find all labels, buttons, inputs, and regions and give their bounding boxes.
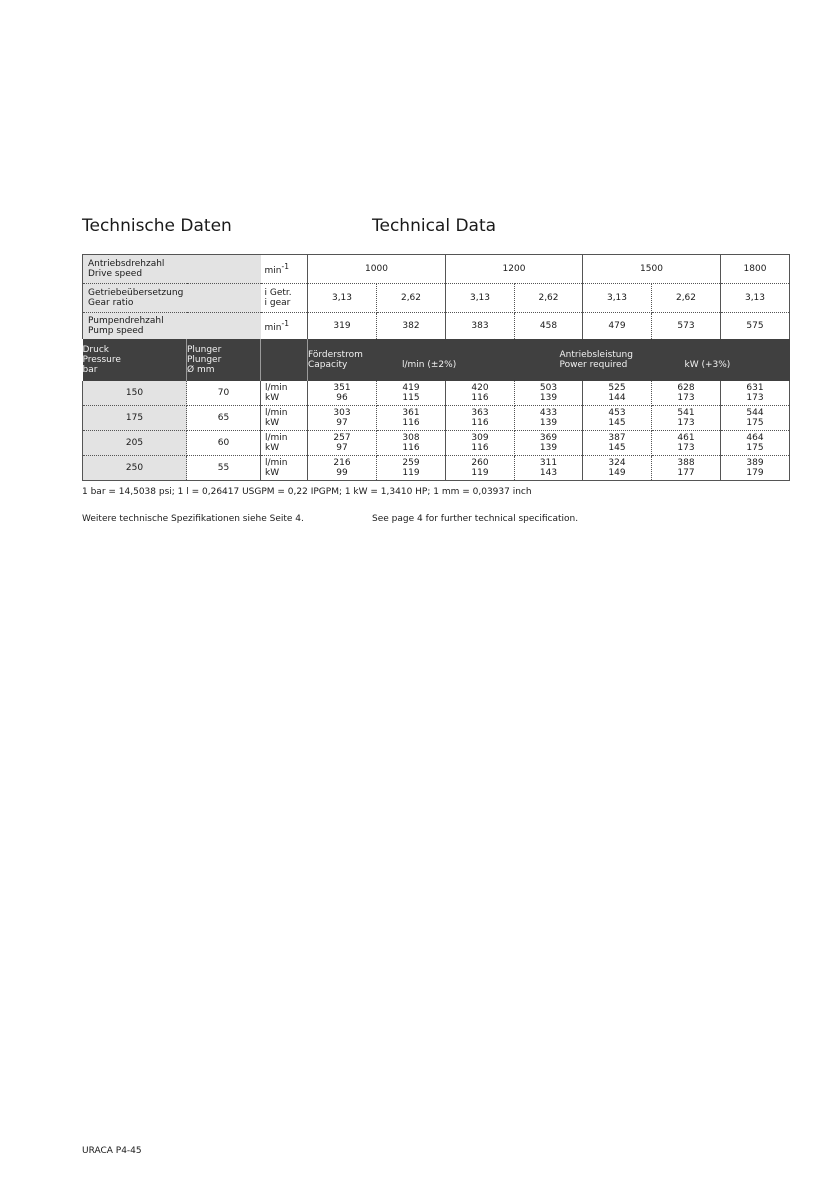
- value-cell: 260 119: [446, 456, 515, 481]
- value-cell: 433 139: [515, 406, 583, 431]
- gear-ratio-label: Getriebeübersetzung Gear ratio: [83, 284, 261, 313]
- value-cell: 389 179: [721, 456, 790, 481]
- gear-ratio-row: [83, 284, 790, 313]
- value-cell: 628 173: [652, 381, 721, 406]
- unit-cell: l/min kW: [261, 406, 308, 431]
- value-cell: 303 97: [308, 406, 377, 431]
- gear-value: 3,13: [721, 284, 790, 313]
- technical-data-table: [82, 254, 790, 481]
- pump-value: 458: [515, 313, 583, 340]
- plunger-cell: 70: [187, 381, 261, 406]
- pump-value: 319: [308, 313, 377, 340]
- gear-value: 3,13: [583, 284, 652, 313]
- unit-cell: l/min kW: [261, 431, 308, 456]
- data-row-205: [83, 431, 790, 456]
- drive-speed-row: [83, 255, 790, 284]
- value-cell: 419 115: [377, 381, 446, 406]
- drive-speed-1200: 1200: [446, 255, 583, 284]
- pressure-header: Druck Pressure bar: [83, 339, 187, 381]
- gear-ratio-unit: i Getr. i gear: [261, 284, 308, 313]
- drive-speed-1000: 1000: [308, 255, 446, 284]
- drive-speed-unit: $\min^{-1}$: [261, 255, 308, 284]
- data-row-250: [83, 456, 790, 481]
- value-cell: 369 139: [515, 431, 583, 456]
- pump-speed-label: Pumpendrehzahl Pump speed: [83, 313, 261, 340]
- gear-value: 2,62: [652, 284, 721, 313]
- unit-cell: l/min kW: [261, 456, 308, 481]
- value-cell: 216 99: [308, 456, 377, 481]
- value-cell: 324 149: [583, 456, 652, 481]
- value-cell: 363 116: [446, 406, 515, 431]
- unit-header: [261, 339, 308, 381]
- pressure-cell: 150: [83, 381, 187, 406]
- value-cell: 257 97: [308, 431, 377, 456]
- value-cell: 361 116: [377, 406, 446, 431]
- value-cell: 311 143: [515, 456, 583, 481]
- value-cell: 309 116: [446, 431, 515, 456]
- pump-value: 382: [377, 313, 446, 340]
- capacity-unit: l/min (±2%): [402, 360, 457, 370]
- data-row-150: [83, 381, 790, 406]
- unit-conversion-note: 1 bar = 14,5038 psi; 1 l = 0,26417 USGPM = 0,22 IPGPM; 1 kW = 1,3410 HP; 1 mm = 0,03937 inch: [82, 487, 532, 497]
- value-cell: 544 175: [721, 406, 790, 431]
- gear-value: 2,62: [515, 284, 583, 313]
- title-german: Technische Daten: [82, 216, 232, 236]
- value-cell: 503 139: [515, 381, 583, 406]
- capacity-header: Förderstrom Capacity l/min (±2%): [308, 339, 515, 381]
- value-cell: 541 173: [652, 406, 721, 431]
- value-cell: 461 173: [652, 431, 721, 456]
- value-cell: 525 144: [583, 381, 652, 406]
- pump-speed-row: [83, 313, 790, 340]
- reference-note-german: Weitere technische Spezifikationen siehe Seite 4.: [82, 514, 304, 524]
- pump-value: 479: [583, 313, 652, 340]
- data-row-175: [83, 406, 790, 431]
- gear-value: 2,62: [377, 284, 446, 313]
- pump-value: 573: [652, 313, 721, 340]
- value-cell: 308 116: [377, 431, 446, 456]
- value-cell: 464 175: [721, 431, 790, 456]
- title-english: Technical Data: [372, 216, 497, 236]
- power-header: Antriebsleistung Power required kW (+3%): [515, 339, 790, 381]
- drive-speed-1500: 1500: [583, 255, 721, 284]
- reference-note-english: See page 4 for further technical specification.: [372, 514, 579, 524]
- value-cell: 388 177: [652, 456, 721, 481]
- pressure-cell: 250: [83, 456, 187, 481]
- unit-cell: l/min kW: [261, 381, 308, 406]
- value-cell: 259 119: [377, 456, 446, 481]
- drive-speed-label: Antriebsdrehzahl Drive speed: [83, 255, 261, 284]
- pump-speed-unit: $\min^{-1}$: [261, 313, 308, 340]
- plunger-cell: 65: [187, 406, 261, 431]
- plunger-cell: 55: [187, 456, 261, 481]
- power-unit: kW (+3%): [684, 360, 731, 370]
- value-cell: 420 116: [446, 381, 515, 406]
- drive-speed-1800: 1800: [721, 255, 790, 284]
- value-cell: 453 145: [583, 406, 652, 431]
- plunger-cell: 60: [187, 431, 261, 456]
- pressure-cell: 205: [83, 431, 187, 456]
- page-footer: URACA P4-45: [82, 1146, 142, 1156]
- pump-value: 575: [721, 313, 790, 340]
- gear-value: 3,13: [308, 284, 377, 313]
- gear-value: 3,13: [446, 284, 515, 313]
- value-cell: 351 96: [308, 381, 377, 406]
- value-cell: 631 173: [721, 381, 790, 406]
- value-cell: 387 145: [583, 431, 652, 456]
- table-header-row: [83, 339, 790, 381]
- pressure-cell: 175: [83, 406, 187, 431]
- plunger-header: Plunger Plunger Ø mm: [187, 339, 261, 381]
- pump-value: 383: [446, 313, 515, 340]
